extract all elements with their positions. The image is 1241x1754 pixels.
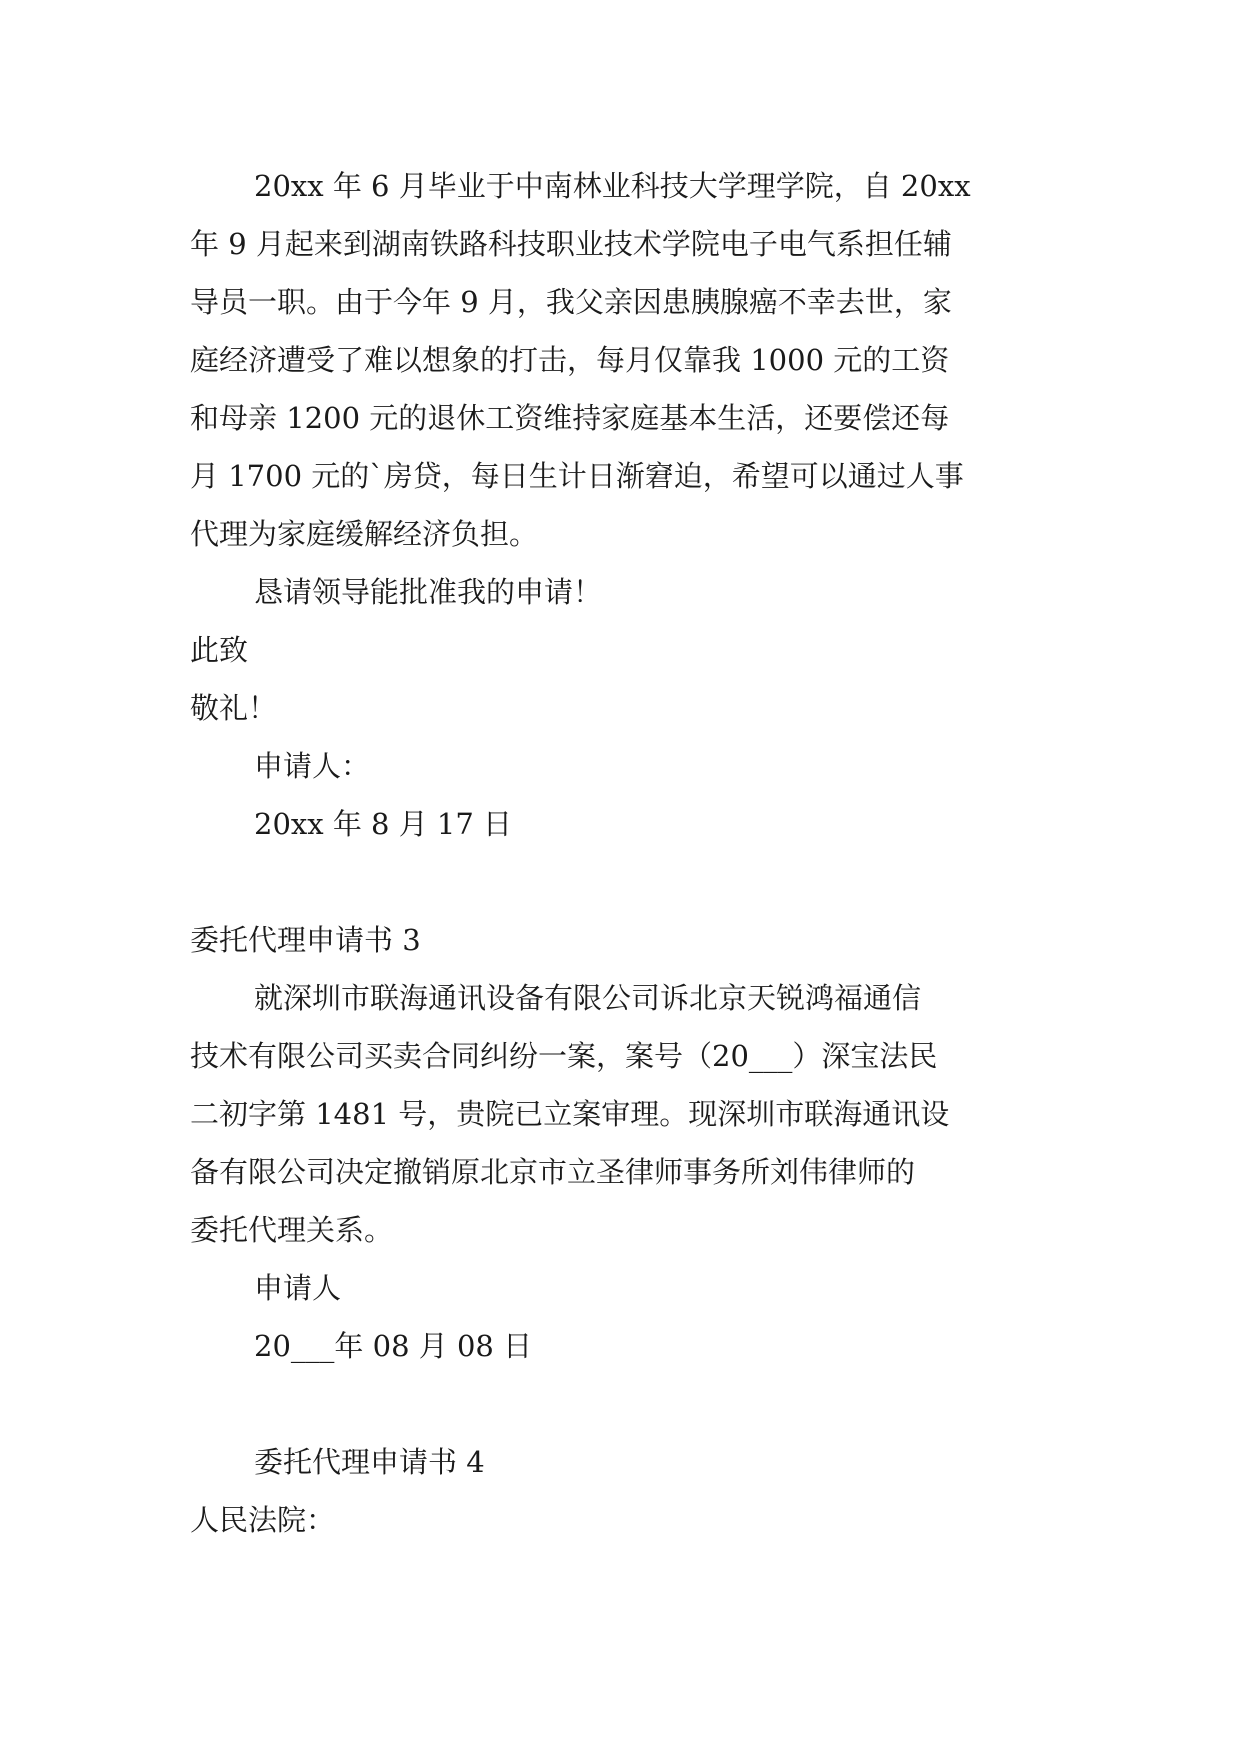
paragraph-line: 二初字第 1481 号，贵院已立案审理。现深圳市联海通讯设 bbox=[190, 1097, 950, 1131]
request-line: 恳请领导能批准我的申请！ bbox=[254, 575, 603, 609]
paragraph-line: 导员一职。由于今年 9 月，我父亲因患胰腺癌不幸去世，家 bbox=[190, 285, 952, 319]
section-title: 委托代理申请书 4 bbox=[254, 1445, 485, 1479]
section-title: 委托代理申请书 3 bbox=[190, 923, 421, 957]
paragraph-line: 备有限公司决定撤销原北京市立圣律师事务所刘伟律师的 bbox=[190, 1155, 916, 1189]
paragraph-line: 委托代理关系。 bbox=[190, 1213, 394, 1247]
closing-regards: 敬礼！ bbox=[190, 691, 278, 725]
date-line: 20___年 08 月 08 日 bbox=[254, 1329, 533, 1363]
paragraph-line: 和母亲 1200 元的退休工资维持家庭基本生活，还要偿还每 bbox=[190, 401, 950, 435]
closing-salutation: 此致 bbox=[190, 633, 249, 667]
addressee-line: 人民法院： bbox=[190, 1503, 336, 1537]
date-line: 20xx 年 8 月 17 日 bbox=[254, 807, 513, 841]
paragraph-line: 年 9 月起来到湖南铁路科技职业技术学院电子电气系担任辅 bbox=[190, 227, 952, 261]
paragraph-line: 庭经济遭受了难以想象的打击，每月仅靠我 1000 元的工资 bbox=[190, 343, 950, 377]
paragraph-line: 月 1700 元的`房贷，每日生计日渐窘迫，希望可以通过人事 bbox=[190, 459, 964, 493]
paragraph-line: 20xx 年 6 月毕业于中南林业科技大学理学院，自 20xx bbox=[254, 169, 971, 203]
paragraph-line: 就深圳市联海通讯设备有限公司诉北京天锐鸿福通信 bbox=[254, 981, 922, 1015]
applicant-label: 申请人： bbox=[254, 749, 371, 783]
applicant-label: 申请人 bbox=[254, 1271, 342, 1305]
paragraph-line: 代理为家庭缓解经济负担。 bbox=[190, 517, 539, 551]
paragraph-line: 技术有限公司买卖合同纠纷一案，案号（20___）深宝法民 bbox=[190, 1039, 938, 1073]
